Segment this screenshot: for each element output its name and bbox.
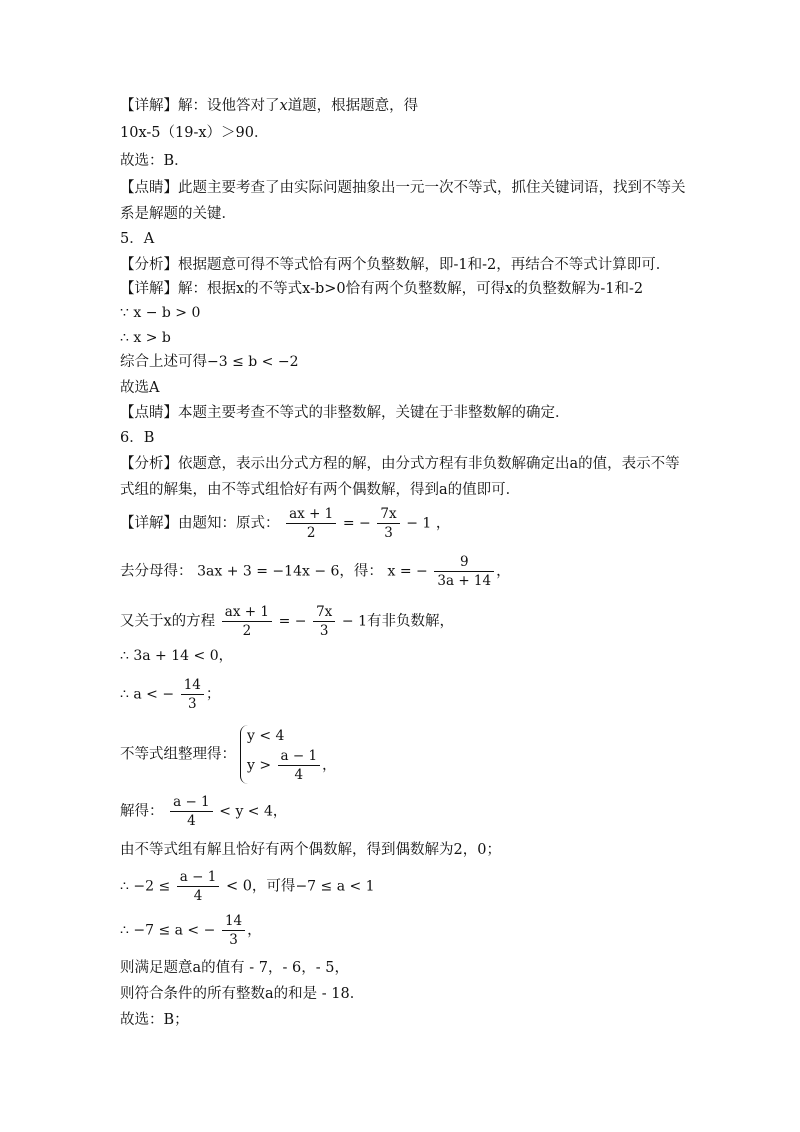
- math-span: ∴ a < −: [120, 686, 175, 703]
- q6-detail-equation: 【详解】由题知：原式： $\frac{ax + 1}{2}$ = − $\frac{7x}{3}$ − 1 ，: [120, 506, 451, 541]
- math-span: −7 ≤ a < 1: [295, 878, 375, 895]
- operator: = −: [342, 515, 371, 532]
- math-span: ∴ −7 ≤ a < −: [120, 922, 216, 939]
- q5-detail: 【详解】解：根据x的不等式x-b>0恰有两个负整数解，可得x的负整数解为-1和-2: [120, 281, 644, 297]
- denominator: 2: [306, 525, 316, 541]
- denominator: 3: [384, 525, 393, 541]
- numerator: 7x: [377, 505, 399, 524]
- numerator: ax + 1: [286, 505, 336, 524]
- q6-condition-4: ∴ −7 ≤ a < − $\frac{14}{3}$ ，: [120, 913, 262, 948]
- math-span: −3 ≤ b < −2: [207, 354, 299, 370]
- text-span: < 0，可得: [225, 878, 296, 895]
- operator: x = −: [387, 563, 428, 580]
- fraction: [222, 603, 272, 640]
- denominator: 4: [187, 813, 196, 829]
- inequality-line: 10x-5（19-x）＞90．: [120, 125, 269, 141]
- numerator: a − 1: [170, 793, 213, 812]
- text-span: 【详解】解：设他答对了: [120, 98, 280, 114]
- variable: x: [279, 98, 288, 114]
- q6-sum: 则符合条件的所有整数a的和是 - 18．: [120, 986, 365, 1002]
- fraction: [222, 912, 245, 949]
- q6-condition-2: ∴ a < − $\frac{14}{3}$ ；: [120, 677, 221, 712]
- q5-math-3: [120, 352, 299, 372]
- text-span: 又关于x的方程: [120, 613, 216, 630]
- fraction: [377, 505, 399, 542]
- fraction: [278, 747, 321, 784]
- q6-even-solutions: 由不等式组有解且恰好有两个偶数解，得到偶数解为2，0；: [120, 842, 501, 858]
- denominator: 4: [193, 888, 203, 904]
- fraction: [181, 676, 204, 713]
- fraction: [177, 868, 220, 905]
- operator: = −: [278, 613, 307, 630]
- text-span: 综合上述可得: [120, 354, 207, 370]
- numerator: 9: [434, 553, 494, 572]
- q5-tip: 【点睛】本题主要考查不等式的非整数解，关键在于非整数解的确定．: [120, 405, 570, 421]
- fraction: [170, 793, 213, 830]
- text-span: 解得：: [120, 803, 164, 820]
- detail-line-1: [120, 96, 418, 116]
- operator: − 1: [406, 515, 432, 532]
- numerator: a − 1: [177, 868, 220, 887]
- q5-analysis: 【分析】根据题意可得不等式恰有两个负整数解，即-1和-2，再结合不等式计算即可．: [120, 257, 671, 273]
- q6-solve: [120, 793, 287, 830]
- numerator: 14: [181, 676, 204, 695]
- q6-about-equation: [120, 603, 454, 640]
- q6-analysis-a: 【分析】依题意，表示出分式方程的解，由分式方程有非负数解确定出a的值，表示不等: [120, 456, 680, 472]
- q6-values: 则满足题意a的值有 - 7，- 6，- 5，: [120, 960, 349, 976]
- fraction: [434, 553, 494, 590]
- fraction: [313, 603, 335, 640]
- q6-choice: 故选：B；: [120, 1012, 189, 1028]
- numerator: 14: [222, 912, 245, 931]
- math-span: ∴ −2 ≤: [120, 878, 171, 895]
- system-row: y > $\frac{a - 1}{4}$ ，: [247, 748, 337, 783]
- denominator: 3: [319, 623, 329, 639]
- text-span: 【详解】由题知：原式：: [120, 515, 280, 532]
- tip-line-a: 【点睛】此题主要考查了由实际问题抽象出一元一次不等式，抓住关键词语，找到不等关: [120, 180, 686, 196]
- denominator: 3: [229, 932, 238, 948]
- q6-analysis-b: 式组的解集，由不等式组恰好有两个偶数解，得到a的值即可．: [120, 482, 521, 498]
- q5-math-1: ∵ x − b > 0: [120, 305, 201, 321]
- text-span: 有非负数解，: [367, 613, 454, 630]
- text-span: 去分母得：: [120, 563, 193, 580]
- text-span: 不等式组整理得：: [120, 746, 236, 763]
- numerator: 7x: [313, 603, 335, 622]
- denominator: 2: [242, 623, 252, 639]
- text-span: ，得：: [339, 563, 383, 580]
- system-brace: [240, 725, 336, 784]
- fraction: [286, 505, 336, 542]
- q5-choice: 故选A: [120, 380, 160, 396]
- question-6-answer: 6．B: [120, 430, 155, 446]
- q6-inequality-system: [120, 725, 336, 784]
- q6-remove-denominator: 去分母得： 3ax + 3 = −14x − 6，得： x = − $\frac{9}{3a + 14}$ ，: [120, 554, 511, 589]
- q6-condition-3: [120, 868, 375, 905]
- math-span: 3ax + 3 = −14x − 6: [197, 563, 340, 580]
- text-span: 道题，根据题意，得: [287, 98, 419, 114]
- denominator: 4: [294, 767, 304, 783]
- choice-line: 故选：B．: [120, 153, 189, 169]
- system-row: y < 4: [247, 728, 285, 744]
- question-5-answer: 5．A: [120, 231, 155, 247]
- denominator: 3a + 14: [437, 573, 492, 589]
- operator: − 1: [341, 613, 367, 630]
- tip-line-b: 系是解题的关键．: [120, 206, 236, 222]
- numerator: ax + 1: [222, 603, 272, 622]
- q6-condition-1: ∴ 3a + 14 < 0，: [120, 648, 233, 664]
- denominator: 3: [187, 696, 197, 712]
- q5-math-2: ∴ x > b: [120, 330, 171, 346]
- math-span: < y < 4，: [219, 803, 287, 820]
- numerator: a − 1: [278, 747, 321, 766]
- math-span: y >: [247, 757, 272, 774]
